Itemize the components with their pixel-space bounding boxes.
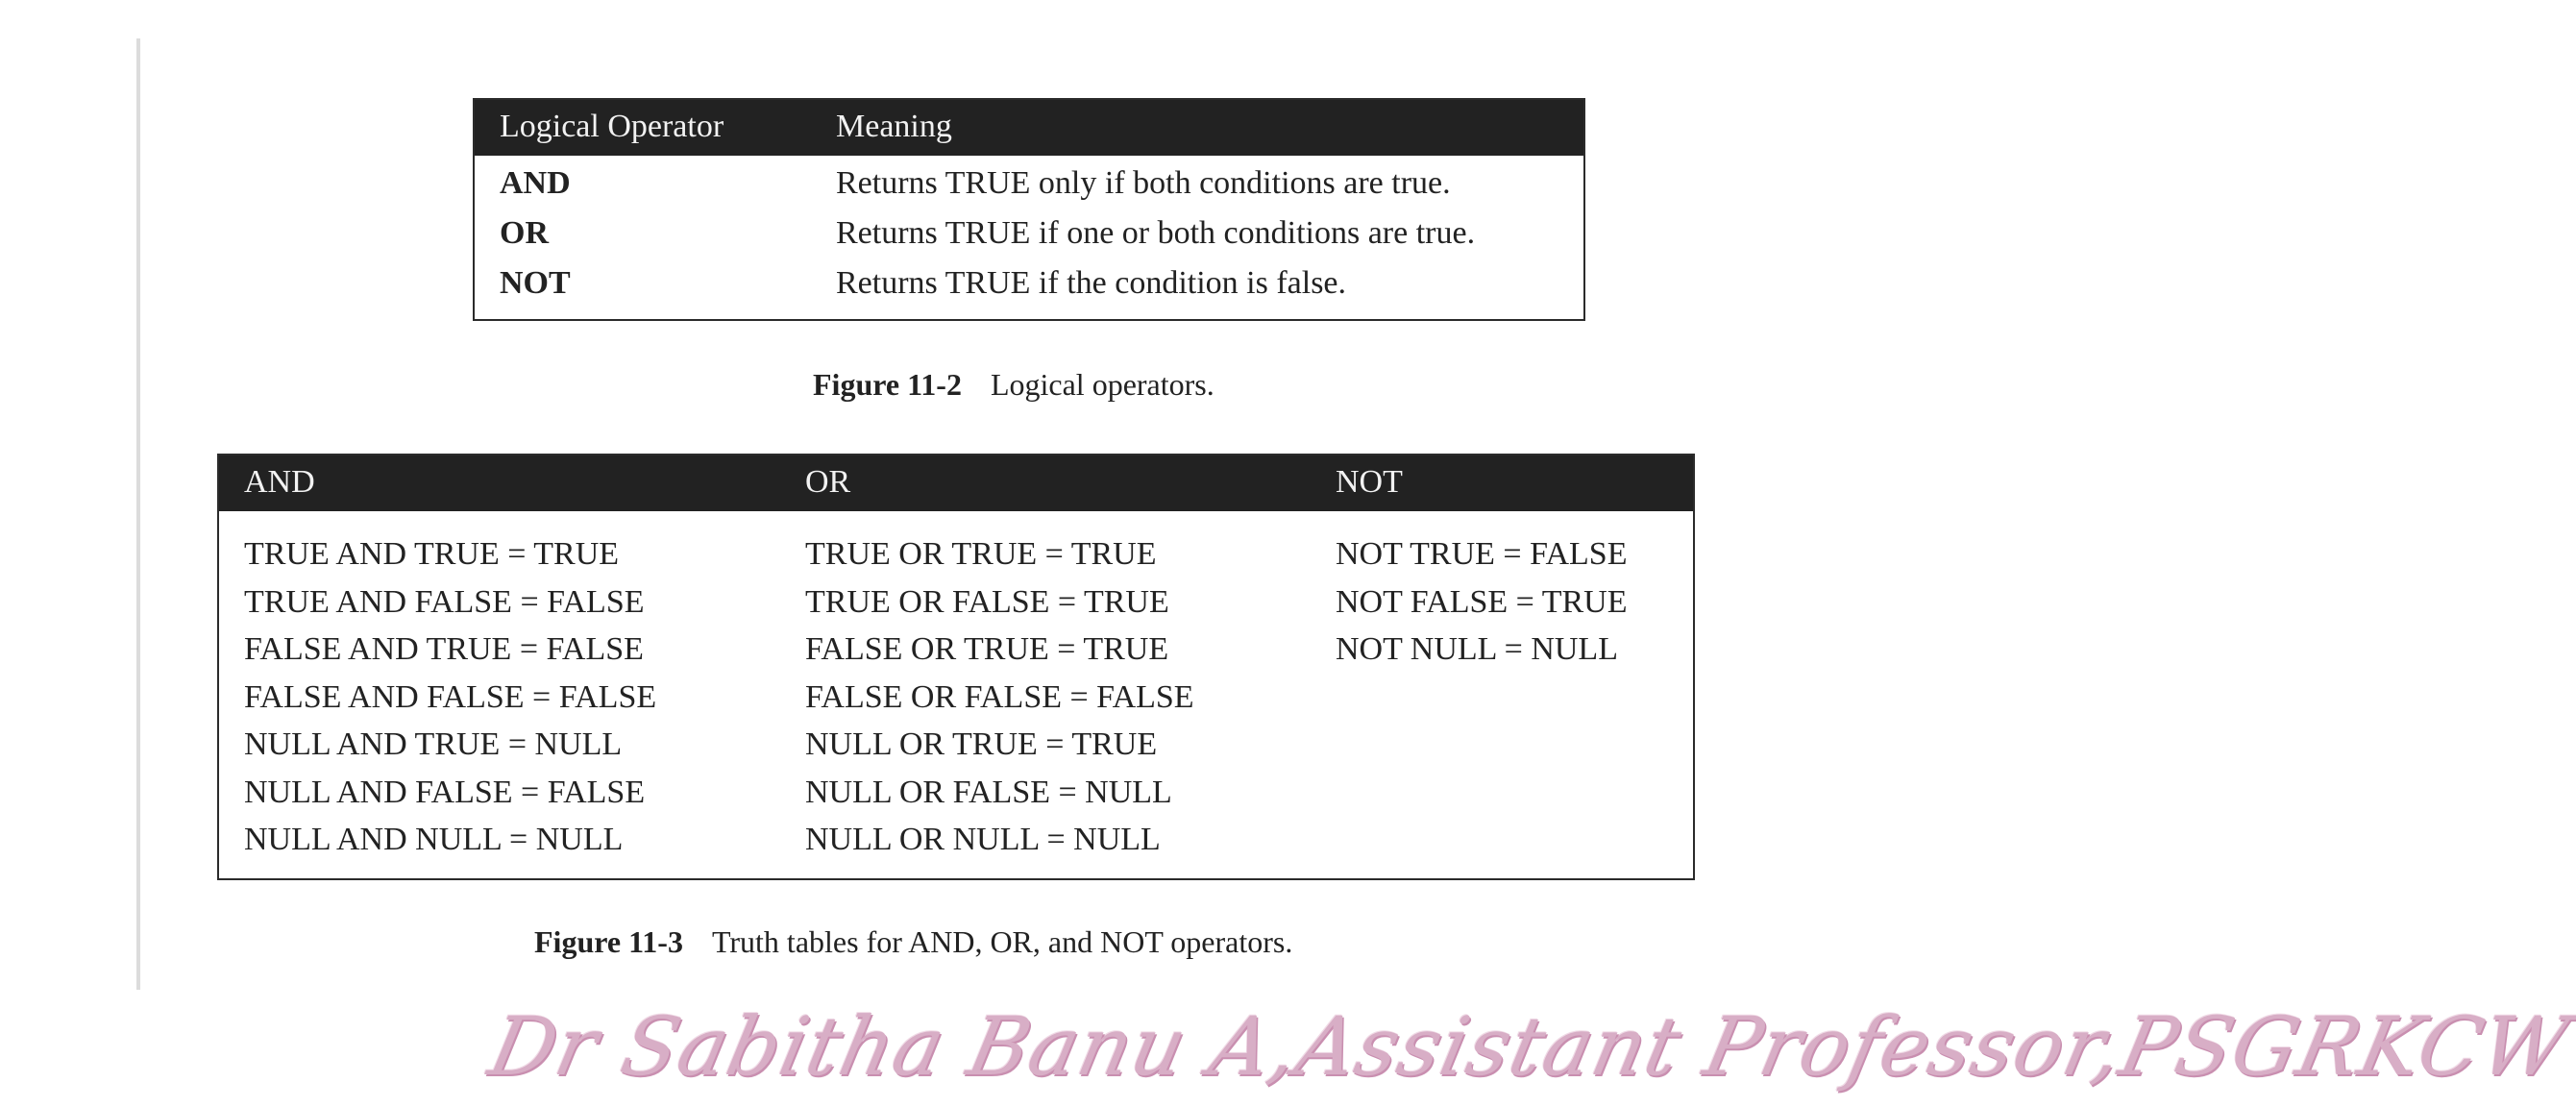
list-item: NULL AND NULL = NULL [244, 822, 624, 857]
meaning-not: Returns TRUE if the condition is false. [836, 265, 1347, 301]
figure-11-2-caption [813, 367, 1214, 403]
header-and: AND [244, 464, 315, 500]
list-item: TRUE AND FALSE = FALSE [244, 583, 645, 620]
list-item: NULL AND FALSE = FALSE [244, 774, 646, 810]
list-item: NOT FALSE = TRUE [1336, 583, 1628, 620]
list-item: FALSE OR TRUE = TRUE [805, 631, 1169, 667]
operator-or: OR [500, 215, 549, 251]
list-item: NULL AND TRUE = NULL [244, 726, 623, 762]
logical-operators-table [473, 98, 1585, 321]
caption-text: Truth tables for AND, OR, and NOT operators. [711, 924, 1293, 959]
table-row [475, 165, 1583, 215]
truth-tables [217, 454, 1695, 880]
caption-label: Figure 11-3 [534, 924, 683, 959]
table-row [475, 215, 1583, 265]
header-meaning: Meaning [836, 109, 952, 144]
meaning-and: Returns TRUE only if both conditions are true. [836, 165, 1451, 201]
figure-11-3-caption [534, 924, 1292, 960]
not-column [1336, 530, 1627, 674]
and-column [244, 530, 656, 864]
header-or: OR [805, 464, 851, 500]
list-item: NOT TRUE = FALSE [1336, 536, 1628, 572]
list-item: NOT NULL = NULL [1336, 631, 1618, 667]
list-item: FALSE OR FALSE = FALSE [805, 678, 1194, 715]
header-logical-operator: Logical Operator [500, 109, 724, 144]
caption-text: Logical operators. [990, 367, 1214, 402]
page-margin-rule [136, 38, 140, 990]
list-item: NULL OR TRUE = TRUE [805, 726, 1158, 762]
meaning-or: Returns TRUE if one or both conditions are true. [836, 215, 1476, 251]
list-item: NULL OR FALSE = NULL [805, 774, 1172, 810]
list-item: FALSE AND FALSE = FALSE [244, 678, 657, 715]
author-signature-watermark: Dr Sabitha Banu A,Assistant Professor,PSGRKCW [481, 999, 2576, 1094]
operator-not: NOT [500, 265, 571, 301]
table-row [475, 265, 1583, 315]
list-item: TRUE OR TRUE = TRUE [805, 536, 1157, 572]
list-item: NULL OR NULL = NULL [805, 822, 1161, 857]
list-item: TRUE OR FALSE = TRUE [805, 583, 1169, 620]
list-item: FALSE AND TRUE = FALSE [244, 631, 644, 667]
or-column [805, 530, 1194, 864]
table-header [475, 100, 1583, 156]
header-not: NOT [1336, 464, 1403, 500]
caption-label: Figure 11-2 [813, 367, 962, 402]
table-header [219, 455, 1693, 511]
list-item: TRUE AND TRUE = TRUE [244, 536, 620, 572]
operator-and: AND [500, 165, 571, 201]
